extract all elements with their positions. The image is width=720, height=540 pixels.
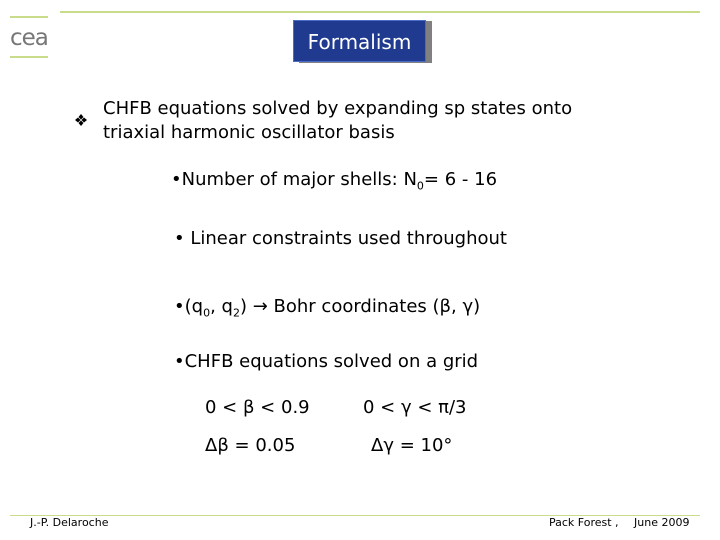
shells-subscript: 0 bbox=[416, 179, 424, 193]
beta-range: 0 < β < 0.9 bbox=[205, 397, 310, 418]
cea-logo bbox=[10, 16, 48, 60]
main-point-line2: triaxial harmonic oscillator basis bbox=[103, 122, 395, 143]
shells-item bbox=[171, 169, 497, 198]
q-sub0: 0 bbox=[203, 306, 211, 320]
q-coordinates-item bbox=[174, 296, 480, 325]
grid-item: •CHFB equations solved on a grid bbox=[174, 351, 479, 372]
q-rest: Bohr coordinates (β, γ) bbox=[267, 296, 481, 317]
footer-date: June 2009 bbox=[634, 516, 690, 529]
logo-text: cea bbox=[10, 25, 48, 51]
footer-event: Pack Forest , bbox=[549, 516, 619, 529]
q-mid: , q bbox=[210, 296, 233, 317]
shells-suffix: = 6 - 16 bbox=[423, 169, 498, 190]
q-open: •(q bbox=[174, 296, 204, 317]
main-point bbox=[103, 97, 572, 145]
top-rule bbox=[60, 11, 700, 13]
main-point-line1: CHFB equations solved by expanding sp states onto bbox=[103, 98, 573, 119]
gamma-step: Δγ = 10° bbox=[371, 435, 453, 456]
footer-author: J.-P. Delaroche bbox=[30, 516, 109, 529]
gamma-range: 0 < γ < π/3 bbox=[363, 397, 467, 418]
logo-bottom-line bbox=[10, 56, 48, 58]
q-sub2: 2 bbox=[232, 306, 240, 320]
right-arrow-icon: → bbox=[252, 296, 268, 317]
beta-step: Δβ = 0.05 bbox=[205, 435, 296, 456]
shells-prefix: •Number of major shells: N bbox=[171, 169, 417, 190]
logo-top-line bbox=[10, 16, 48, 18]
q-close: ) bbox=[239, 296, 247, 317]
slide-title: Formalism bbox=[293, 20, 426, 62]
diamond-bullet-icon bbox=[74, 113, 88, 127]
linear-constraints-item: • Linear constraints used throughout bbox=[174, 228, 507, 249]
